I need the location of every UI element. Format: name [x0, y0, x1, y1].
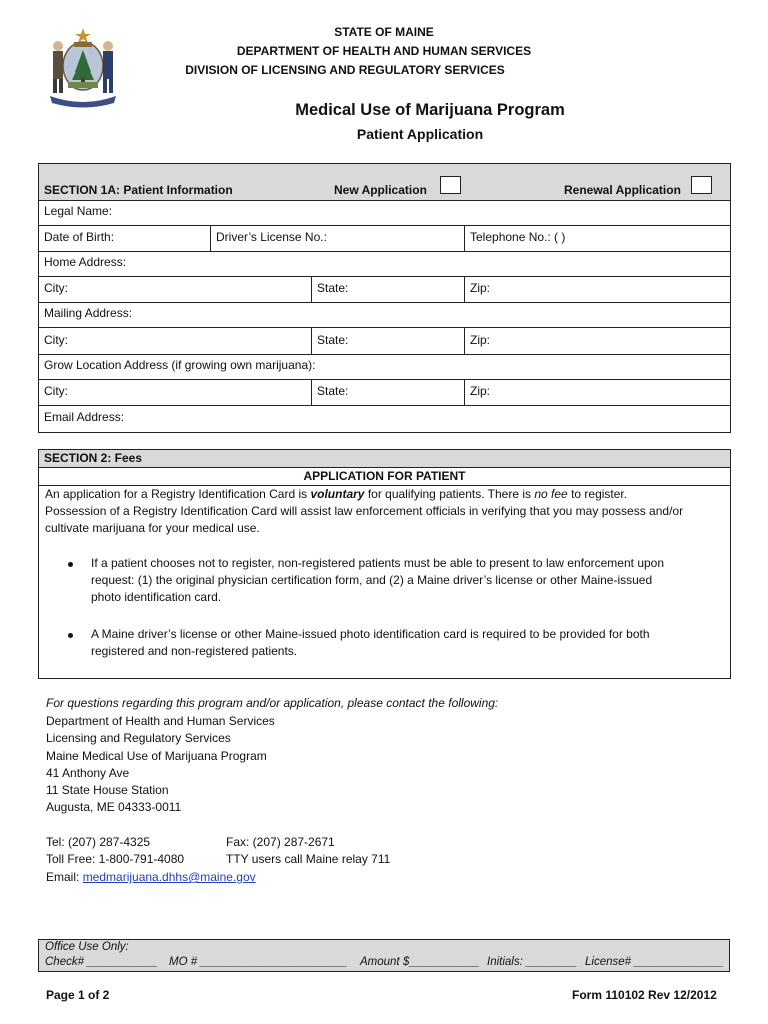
contact-line-program: Maine Medical Use of Marijuana Program	[46, 749, 267, 763]
fees-intro-line-2: Possession of a Registry Identification Card will assist law enforcement officials in verifying that you may possess and/or	[45, 504, 684, 518]
office-use-heading: Office Use Only:	[45, 941, 129, 953]
telephone-field[interactable]: Telephone No.: ( )	[470, 230, 566, 244]
grow-state-field[interactable]: State:	[317, 384, 349, 398]
section-2-table	[38, 449, 731, 679]
home-zip-field[interactable]: Zip:	[470, 281, 491, 295]
mailing-state-field[interactable]: State:	[317, 333, 349, 347]
bullet-1-line-1: If a patient chooses not to register, non-registered patients must be able to present to law enforcement upon	[91, 556, 665, 570]
state-name: STATE OF MAINE	[334, 25, 434, 39]
new-application-checkbox[interactable]	[440, 176, 461, 194]
legal-name-field[interactable]: Legal Name:	[44, 204, 113, 218]
grow-location-field[interactable]: Grow Location Address (if growing own marijuana):	[44, 358, 316, 372]
section-1a-heading: SECTION 1A: Patient Information	[44, 183, 233, 197]
new-application-label: New Application	[334, 183, 427, 197]
mailing-address-row	[39, 303, 730, 328]
contact-line-dept: Department of Health and Human Services	[46, 714, 275, 728]
home-city-row	[39, 277, 730, 303]
home-address-field[interactable]: Home Address:	[44, 255, 127, 269]
date-of-birth-field[interactable]: Date of Birth:	[44, 230, 115, 244]
grow-location-row	[39, 355, 730, 380]
page-number: Page 1 of 2	[46, 988, 110, 1002]
mailing-city-row	[39, 328, 730, 355]
renewal-application-checkbox[interactable]	[691, 176, 712, 194]
form-title: Medical Use of Marijuana Program	[295, 101, 565, 119]
section-2-header-row	[39, 450, 730, 468]
mailing-city-field[interactable]: City:	[44, 333, 68, 347]
grow-city-field[interactable]: City:	[44, 384, 68, 398]
division-name: DIVISION OF LICENSING AND REGULATORY SERVICES	[185, 63, 505, 77]
contact-tel: Tel: (207) 287-4325	[46, 835, 151, 849]
office-amount-field: Amount $___________	[360, 956, 480, 968]
home-state-field[interactable]: State:	[317, 281, 349, 295]
contact-line-station: 11 State House Station	[46, 783, 169, 797]
email-address-field[interactable]: Email Address:	[44, 410, 125, 424]
mailing-zip-field[interactable]: Zip:	[470, 333, 491, 347]
email-label: Email:	[46, 870, 83, 884]
application-for-patient-heading: APPLICATION FOR PATIENT	[303, 469, 466, 483]
grow-city-row	[39, 380, 730, 406]
section-2-heading: SECTION 2: Fees	[44, 451, 143, 465]
department-name: DEPARTMENT OF HEALTH AND HUMAN SERVICES	[236, 44, 532, 58]
office-initials-field: Initials: ________	[487, 956, 578, 968]
section-1a-header-row	[39, 164, 730, 201]
home-city-field[interactable]: City:	[44, 281, 68, 295]
bullet-1-line-3: photo identification card.	[91, 590, 222, 604]
bullet-2-line-1: A Maine driver’s license or other Maine-issued photo identification card is required to be provided for both	[91, 627, 650, 641]
contact-intro: For questions regarding this program and/or application, please contact the following:	[46, 696, 499, 710]
contact-email-line	[46, 869, 256, 886]
email-link[interactable]: medmarijuana.dhhs@maine.gov	[82, 870, 256, 884]
contact-line-lrs: Licensing and Regulatory Services	[46, 731, 231, 745]
email-row	[39, 406, 730, 432]
grow-zip-field[interactable]: Zip:	[470, 384, 491, 398]
fees-intro-line-3: cultivate marijuana for your medical use.	[45, 521, 260, 535]
contact-tollfree: Toll Free: 1-800-791-4080	[46, 852, 185, 866]
form-number: Form 110102 Rev 12/2012	[572, 988, 717, 1002]
bullet-2-icon	[68, 633, 73, 638]
office-license-field: License# ______________	[585, 956, 724, 968]
contact-fax: Fax: (207) 287-2671	[226, 835, 335, 849]
legal-name-row	[39, 201, 730, 226]
renewal-application-label: Renewal Application	[564, 183, 681, 197]
contact-tty: TTY users call Maine relay 711	[226, 852, 391, 866]
bullet-2-line-2: registered and non-registered patients.	[91, 644, 298, 658]
mailing-address-field[interactable]: Mailing Address:	[44, 306, 133, 320]
home-address-row	[39, 252, 730, 277]
bullet-1-line-2: request: (1) the original physician certification form, and (2) a Maine driver’s license or other Maine-issued	[91, 573, 653, 587]
office-mo-field: MO # _______________________	[169, 956, 348, 968]
contact-line-street: 41 Anthony Ave	[46, 766, 130, 780]
drivers-license-field[interactable]: Driver’s License No.:	[216, 230, 327, 244]
section-1a-table	[38, 163, 731, 433]
contact-line-city: Augusta, ME 04333-0011	[46, 800, 182, 814]
section-2-subheader-row	[39, 468, 730, 486]
office-use-box	[38, 939, 730, 972]
office-check-field: Check# ___________	[45, 956, 158, 968]
bullet-1-icon	[68, 562, 73, 567]
form-subtitle: Patient Application	[356, 126, 484, 142]
fees-intro-line-1: An application for a Registry Identification Card is voluntary for qualifying patients. There is no fee to register.	[45, 487, 628, 501]
dob-row	[39, 226, 730, 252]
